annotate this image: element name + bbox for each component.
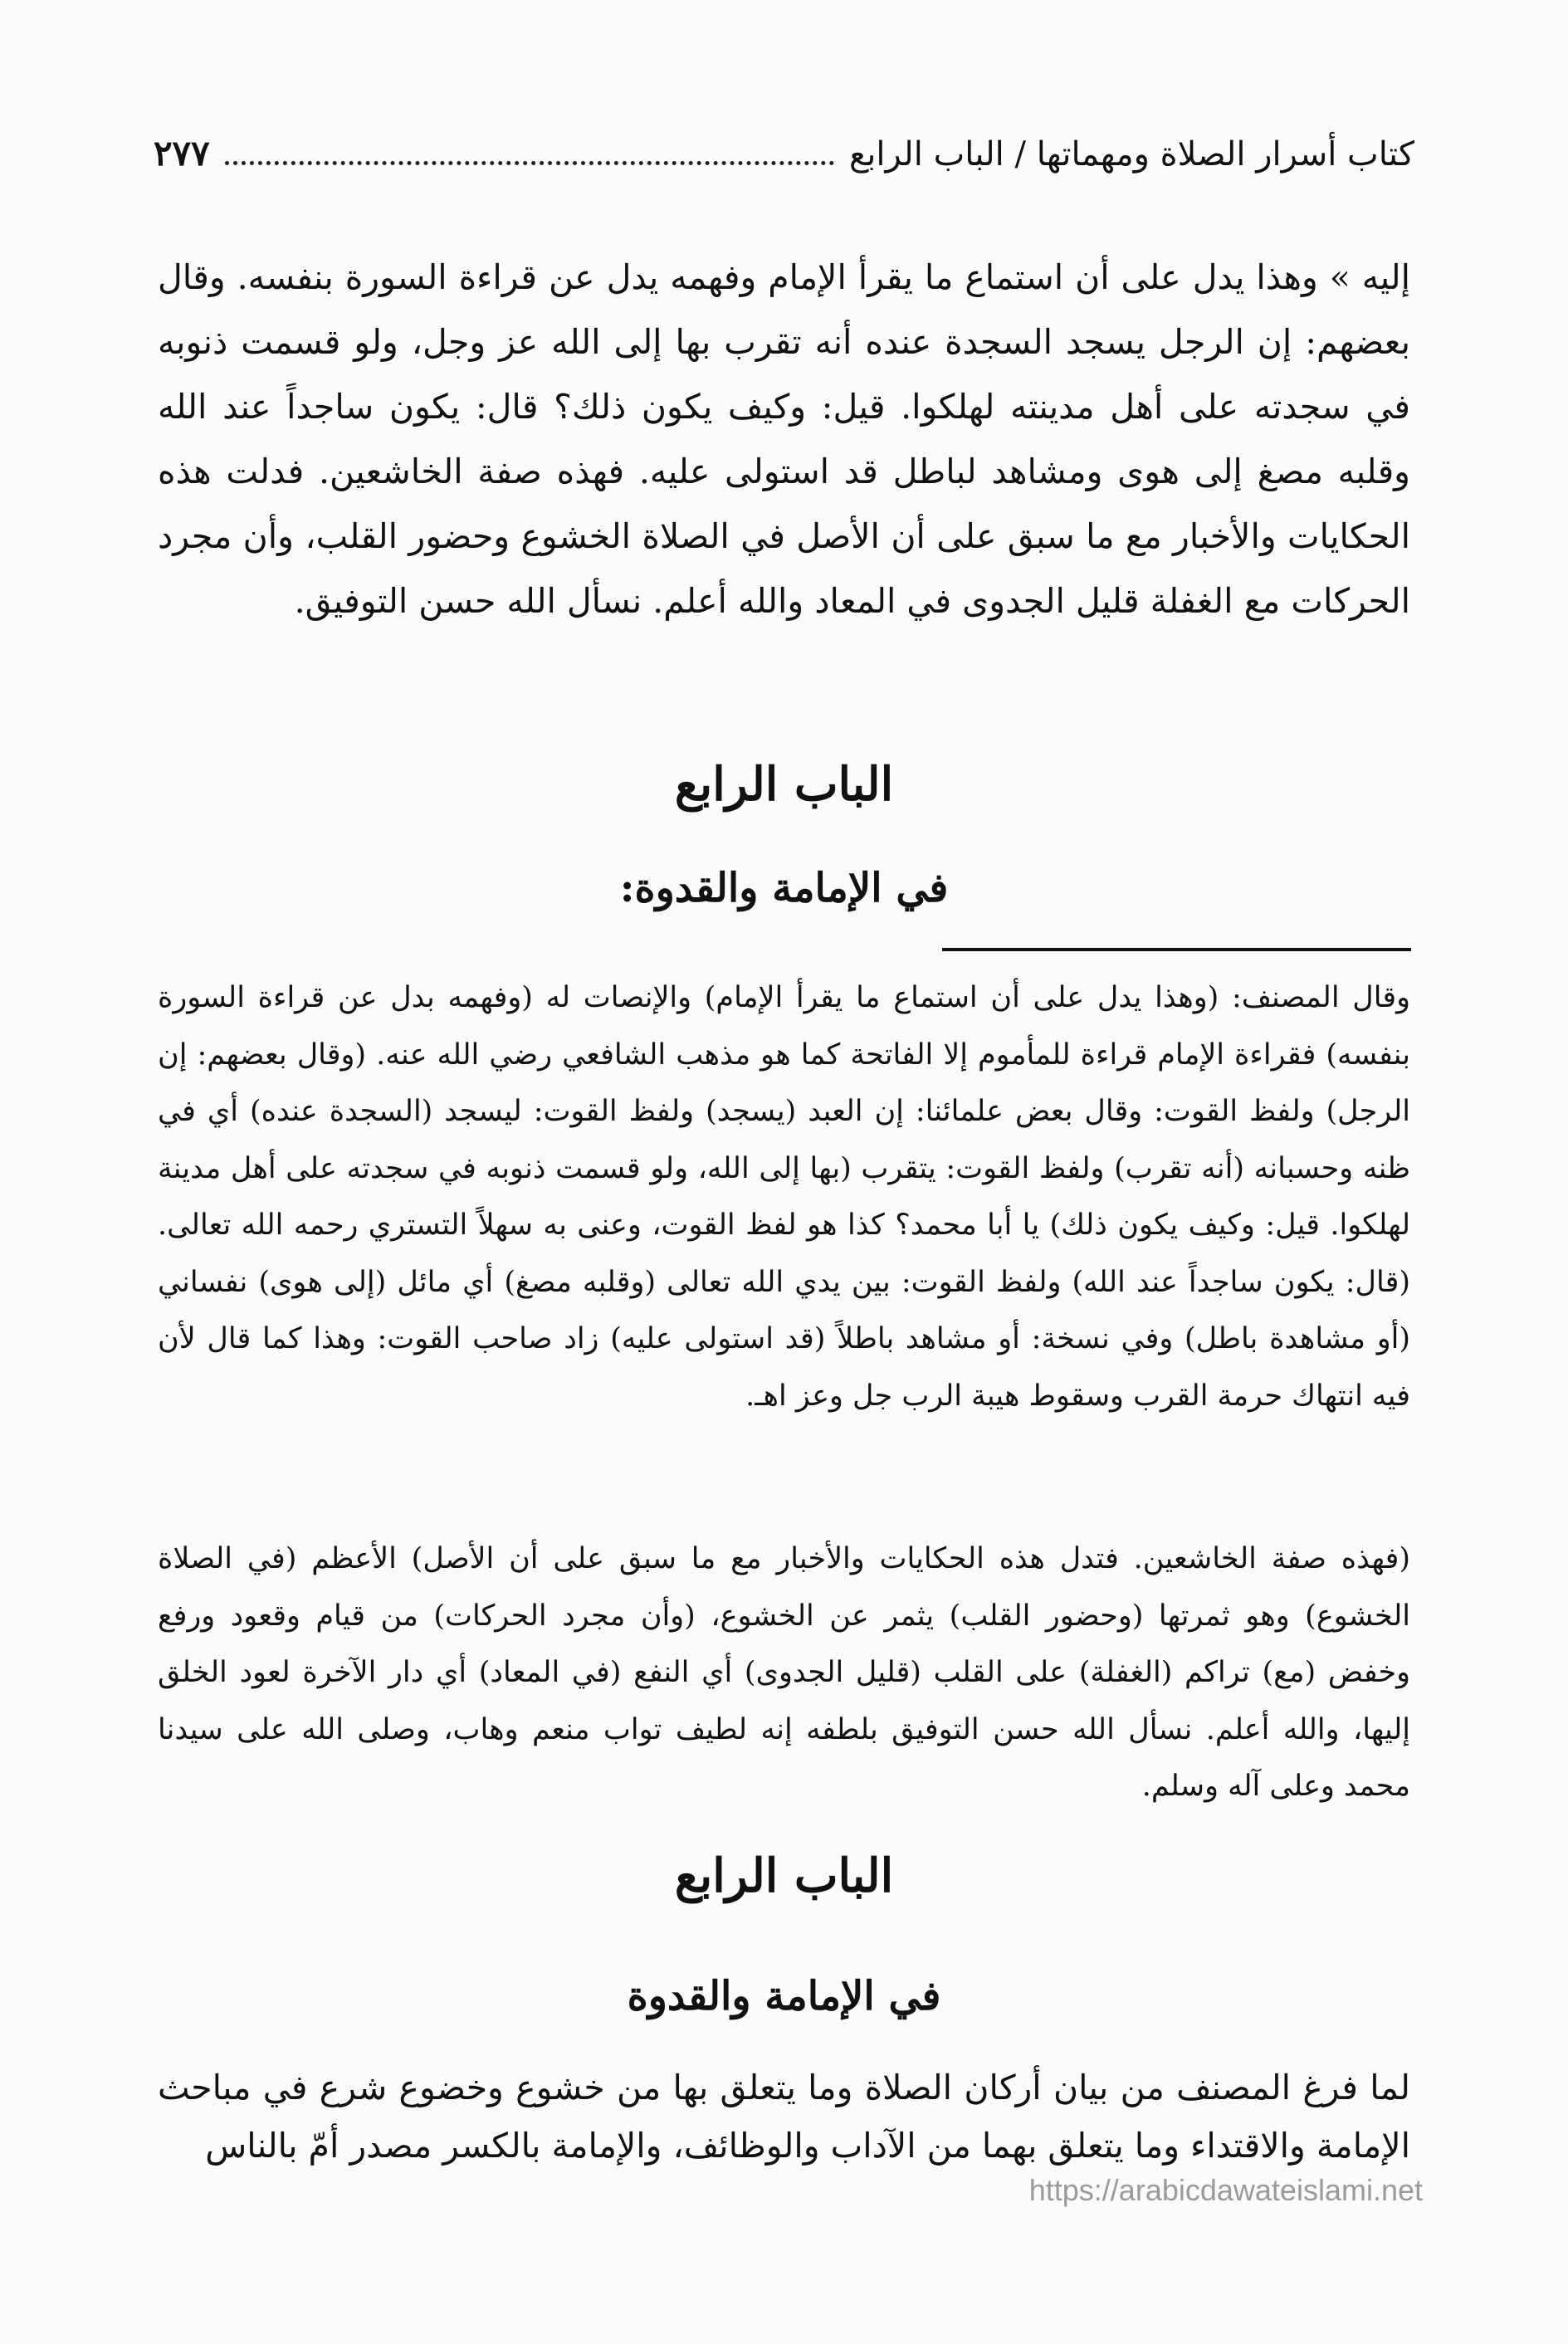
chapter-subheading: في الإمامة والقدوة: xyxy=(619,865,949,911)
watermark-url: https://arabicdawateislami.net xyxy=(1028,2173,1423,2207)
main-text-top xyxy=(158,245,1410,633)
intro-paragraph: لما فرغ المصنف من بيان أركان الصلاة وما يتعلق بها من خشوع وخضوع شرع في مباحث الإمامة والاقتداء وما يتعلق بهما من الآداب والوظائف، والإمامة بالكسر مصدر أمّ بالناس xyxy=(158,2068,1410,2166)
commentary-paragraph-1: وقال المصنف: (وهذا يدل على أن استماع ما يقرأ الإمام) والإنصات له (وفهمه بدل عن قراءة السورة بنفسه) فقراءة الإمام قراءة للمأموم إلا الفاتحة كما هو مذهب الشافعي رضي الله عنه. (وقال بعضهم: إن الرجل) ولفظ القوت: وقال بعض علمائنا: إن العبد (يسجد) ولفظ القوت: ليسجد (السجدة عنده) أي في ظنه وحسبانه (أنه تقرب) ولفظ القوت: يتقرب (بها إلى الله، ولو قسمت ذنوبه في سجدته على أهل مدينة لهلكوا. قيل: وكيف يكون ذلك) يا أبا محمد؟ كذا هو لفظ القوت، وعنى به سهلاً التستري رحمه الله تعالى. (قال: يكون ساجداً عند الله) ولفظ القوت: بين يدي الله تعالى (وقلبه مصغ) أي مائل (إلى هوى) نفساني (أو مشاهدة باطل) وفي نسخة: أو مشاهد باطلاً (قد استولى عليه) زاد صاحب القوت: وهذا كما قال لأن فيه انتهاك حرمة القرب وسقوط هيبة الرب جل وعز اهـ. xyxy=(158,981,1410,1413)
commentary-chapter-heading: الباب الرابع xyxy=(674,1848,894,1903)
commentary-block-1 xyxy=(158,969,1410,1424)
page-number: ٢٧٧ xyxy=(154,133,210,173)
main-paragraph: إليه » وهذا يدل على أن استماع ما يقرأ الإمام وفهمه يدل عن قراءة السورة بنفسه. وقال بعضهم: إن الرجل يسجد السجدة عنده أنه تقرب بها إلى الله عز وجل، ولو قسمت ذنوبه في سجدته على أهل مدينته لهلكوا. قيل: وكيف يكون ذلك؟ قال: يكون ساجداً عند الله وقلبه مصغ إلى هوى ومشاهد لباطل قد استولى عليه. فهذه صفة الخاشعين. فدلت هذه الحكايات والأخبار مع ما سبق على أن الأصل في الصلاة الخشوع وحضور القلب، وأن مجرد الحركات مع الغفلة قليل الجدوى في المعاد والله أعلم. نسأل الله حسن التوفيق. xyxy=(158,257,1410,621)
commentary-intro xyxy=(158,2058,1410,2175)
commentary-paragraph-2: (فهذه صفة الخاشعين. فتدل هذه الحكايات والأخبار مع ما سبق على أن الأصل) الأعظم (في الصلاة الخشوع) وهو ثمرتها (وحضور القلب) يثمر عن الخشوع، (وأن مجرد الحركات) من قيام وقعود ورفع وخفض (مع) تراكم (الغفلة) على القلب (قليل الجدوى) أي النفع (في المعاد) أي دار الآخرة لعود الخلق إليها، والله أعلم. نسأل الله حسن التوفيق بلطفه إنه لطيف تواب منعم وهاب، وصلى الله على سيدنا محمد وعلى آله وسلم. xyxy=(158,1542,1410,1803)
commentary-chapter-subheading: في الإمامة والقدوة xyxy=(627,1973,941,2019)
running-header xyxy=(154,133,1414,174)
header-dot-leader xyxy=(225,161,834,165)
running-header-title: كتاب أسرار الصلاة ومهماتها / الباب الرابع xyxy=(848,135,1414,173)
footnote-divider xyxy=(942,948,1411,951)
commentary-block-2 xyxy=(158,1531,1410,1815)
chapter-heading: الباب الرابع xyxy=(674,757,894,812)
